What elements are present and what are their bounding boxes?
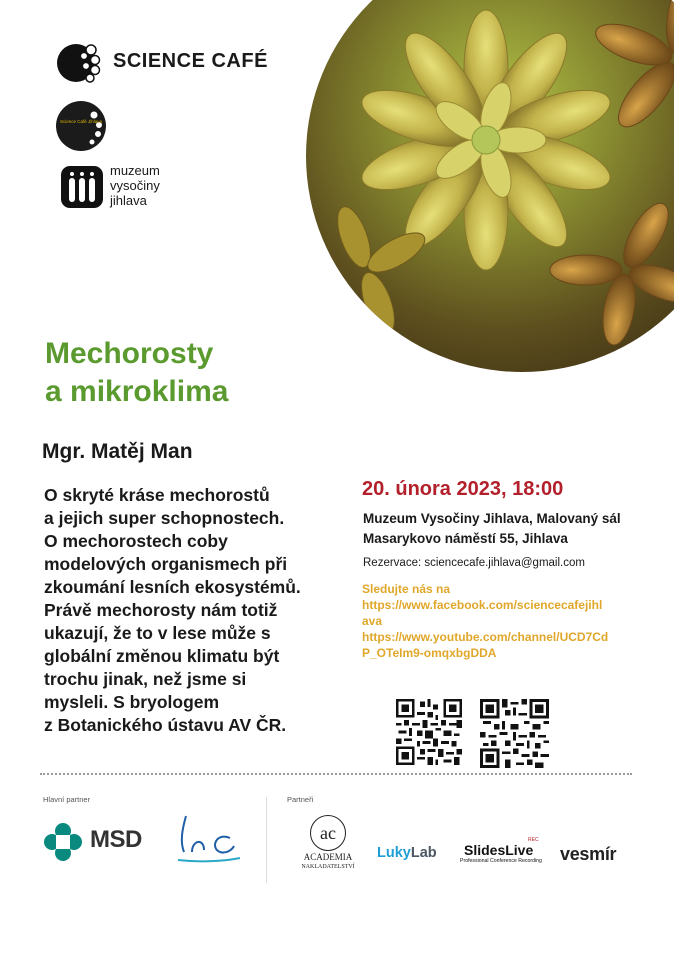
msd-logo-text: MSD <box>90 826 142 853</box>
description-line: modelových organismech při <box>44 554 288 574</box>
description-line: zkoumání lesních ekosystémů. <box>44 577 301 597</box>
academia-mark-text: ac <box>320 823 336 843</box>
partners-label: Partneři <box>287 795 314 804</box>
reservation-email[interactable]: Rezervace: sciencecafe.jihlava@gmail.com <box>363 557 585 569</box>
bubbles-icon <box>56 101 106 151</box>
main-partner-label: Hlavní partner <box>43 795 91 804</box>
event-description <box>44 484 364 737</box>
moss-illustration <box>306 0 674 372</box>
muzeum-line-2: vysočiny <box>110 178 160 193</box>
title-line-1: Mechorosty <box>45 337 214 370</box>
facebook-link-line-2[interactable]: ava <box>362 614 383 628</box>
muzeum-line-1: muzeum <box>110 163 160 178</box>
moss-photo <box>306 0 674 372</box>
science-cafe-jihlava-logo <box>56 101 106 151</box>
lnc-logo-icon <box>176 812 242 864</box>
follow-label: Sledujte nás na <box>362 582 451 596</box>
facebook-link[interactable] <box>362 597 667 629</box>
description-line: O mechorostech coby <box>44 531 228 551</box>
lukylab-logo <box>377 845 437 861</box>
science-cafe-logo-text: SCIENCE CAFÉ <box>113 50 268 72</box>
academia-logo-text <box>292 852 364 872</box>
msd-logo-icon <box>43 822 83 862</box>
description-line: a jejich super schopnostech. <box>44 508 285 528</box>
slideslive-tagline: Professional Conference Recording <box>460 858 542 864</box>
event-title <box>45 335 345 411</box>
academia-line-1: ACADEMIA <box>303 852 353 862</box>
section-divider <box>40 773 632 775</box>
venue-address: Masarykovo náměstí 55, Jihlava <box>363 531 568 546</box>
event-date: 20. února 2023, 18:00 <box>362 478 564 500</box>
slideslive-rec-badge: REC <box>528 837 539 843</box>
youtube-link-line-2[interactable]: P_OTeIm9-omqxbgDDA <box>362 646 497 660</box>
facebook-link-line-1[interactable]: https://www.facebook.com/sciencecafejihl <box>362 598 603 612</box>
follow-links <box>362 581 667 661</box>
muzeum-logo-icon <box>60 165 104 209</box>
science-cafe-jihlava-text: Science Café Jihlava <box>59 119 103 124</box>
qr-code-youtube-icon[interactable] <box>480 699 549 768</box>
description-line: O skryté kráse mechorostů <box>44 485 270 505</box>
vesmir-logo: vesmír <box>560 844 617 864</box>
speaker-name: Mgr. Matěj Man <box>42 440 193 463</box>
title-line-2: a mikroklima <box>45 375 229 408</box>
academia-logo-icon <box>310 815 346 851</box>
academia-line-2: NAKLADATELSTVÍ <box>301 864 355 870</box>
lukylab-part-1: Luky <box>377 845 411 861</box>
description-line: trochu jinak, než jsme si <box>44 669 247 689</box>
description-line: Právě mechorosty nám totiž <box>44 600 278 620</box>
lukylab-part-2: Lab <box>410 845 437 861</box>
description-line: z Botanického ústavu AV ČR. <box>44 715 287 735</box>
youtube-link-line-1[interactable]: https://www.youtube.com/channel/UCD7Cd <box>362 630 609 644</box>
description-line: globální změnou klimatu být <box>44 646 280 666</box>
muzeum-logo-text <box>110 163 160 208</box>
slideslive-logo: SlidesLive <box>464 842 534 858</box>
youtube-link[interactable] <box>362 629 667 661</box>
description-line: ukazují, že to v lese může s <box>44 623 271 643</box>
qr-code-facebook-icon[interactable] <box>396 699 462 765</box>
description-line: mysleli. S bryologem <box>44 692 220 712</box>
science-cafe-logo-icon <box>56 40 102 86</box>
footer-divider <box>266 797 267 883</box>
muzeum-line-3: jihlava <box>110 193 147 208</box>
venue-name: Muzeum Vysočiny Jihlava, Malovaný sál <box>363 511 621 526</box>
